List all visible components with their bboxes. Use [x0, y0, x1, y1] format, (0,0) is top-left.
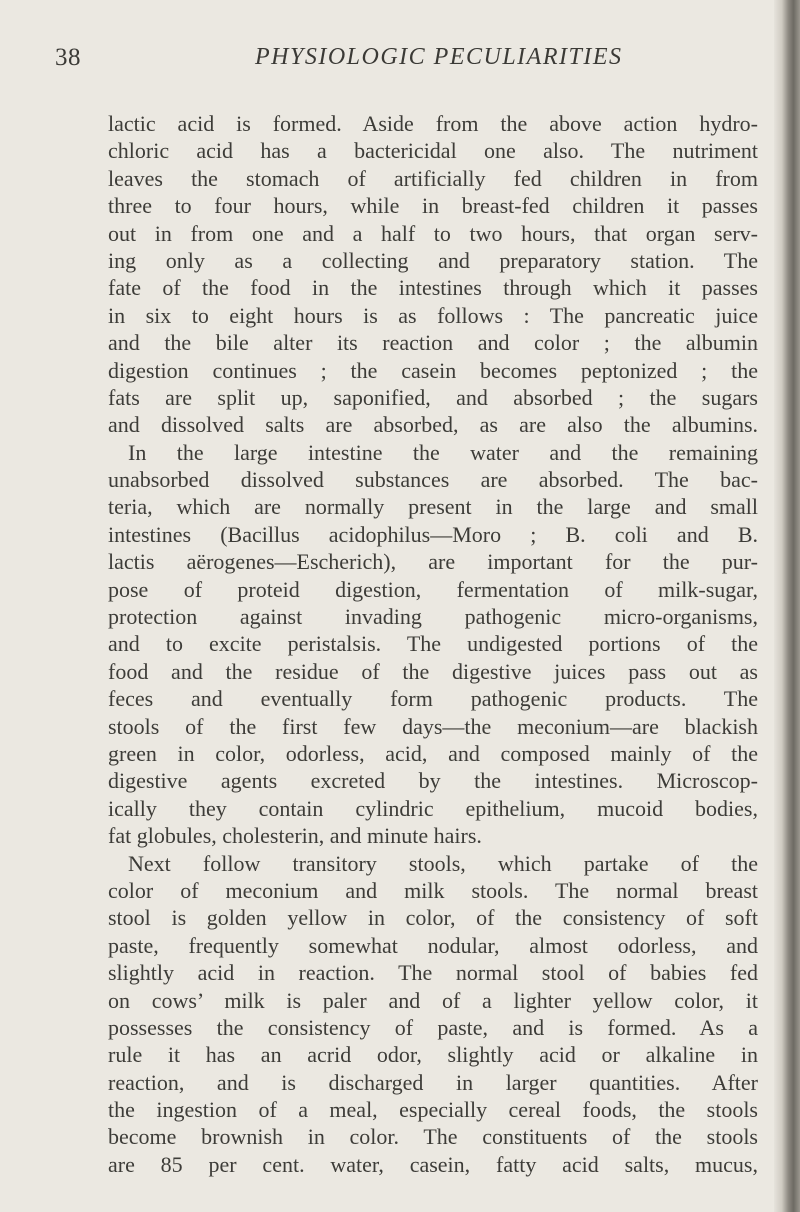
text-line: chloric acid has a bactericidal one also. The nutriment: [108, 138, 758, 164]
text-line: In the large intestine the water and the remaining: [128, 439, 758, 465]
text-line: possesses the consistency of paste, and is formed. As a: [108, 1014, 758, 1040]
text-line: green in color, odorless, acid, and composed mainly of the: [108, 740, 758, 766]
text-line: leaves the stomach of artificially fed children in from: [108, 165, 758, 191]
text-line: protection against invading pathogenic micro-organisms,: [108, 604, 758, 630]
text-line: out in from one and a half to two hours, that organ serv-: [108, 220, 758, 246]
text-line: lactic acid is formed. Aside from the above action hydro-: [108, 111, 758, 136]
text-line: digestion continues ; the casein becomes peptonized ; the: [108, 357, 758, 383]
text-line: fate of the food in the intestines through which it passes: [108, 275, 758, 301]
text-line: teria, which are normally present in the large and small: [108, 494, 758, 520]
text-line: stool is golden yellow in color, of the consistency of soft: [108, 905, 758, 931]
text-line: stools of the first few days—the meconium—are blackish: [108, 713, 758, 739]
text-line: and to excite peristalsis. The undigested portions of the: [108, 631, 758, 657]
text-line: and dissolved salts are absorbed, as are also the albumins.: [108, 412, 758, 438]
text-line: digestive agents excreted by the intestines. Microscop-: [108, 768, 758, 794]
text-line: feces and eventually form pathogenic products. The: [108, 686, 758, 712]
text-line: ing only as a collecting and preparatory station. The: [108, 247, 758, 273]
page-number: 38: [55, 44, 81, 71]
text-line: and the bile alter its reaction and color ; the albumin: [108, 330, 758, 356]
body-text: [108, 110, 758, 1178]
text-line: on cows’ milk is paler and of a lighter yellow color, it: [108, 987, 758, 1013]
running-head: [55, 40, 735, 84]
text-line: become brownish in color. The constituents of the stools: [108, 1124, 758, 1150]
running-title: PHYSIOLOGIC PECULIARITIES: [255, 44, 623, 70]
text-line: ically they contain cylindric epithelium, mucoid bodies,: [108, 795, 758, 821]
text-line: pose of proteid digestion, fermentation of milk-sugar,: [108, 576, 758, 602]
text-line: color of meconium and milk stools. The normal breast: [108, 877, 758, 903]
text-line: rule it has an acrid odor, slightly acid or alkaline in: [108, 1042, 758, 1068]
text-line: lactis aërogenes—Escherich), are important for the pur-: [108, 549, 758, 575]
text-line: are 85 per cent. water, casein, fatty acid salts, mucus,: [108, 1151, 758, 1177]
text-line: three to four hours, while in breast-fed children it passes: [108, 193, 758, 219]
text-line: paste, frequently somewhat nodular, almost odorless, and: [108, 932, 758, 958]
text-line: the ingestion of a meal, especially cereal foods, the stools: [108, 1097, 758, 1123]
text-line: slightly acid in reaction. The normal stool of babies fed: [108, 960, 758, 986]
text-line: Next follow transitory stools, which partake of the: [128, 850, 758, 876]
text-line: fats are split up, saponified, and absorbed ; the sugars: [108, 384, 758, 410]
text-line: fat globules, cholesterin, and minute hairs.: [108, 823, 482, 849]
page-edge-shadow: [774, 0, 800, 1212]
text-line: food and the residue of the digestive juices pass out as: [108, 658, 758, 684]
text-line: unabsorbed dissolved substances are absorbed. The bac-: [108, 467, 758, 493]
text-line: in six to eight hours is as follows : The pancreatic juice: [108, 302, 758, 328]
text-line: intestines (Bacillus acidophilus—Moro ; B. coli and B.: [108, 521, 758, 547]
text-line: reaction, and is discharged in larger quantities. After: [108, 1069, 758, 1095]
